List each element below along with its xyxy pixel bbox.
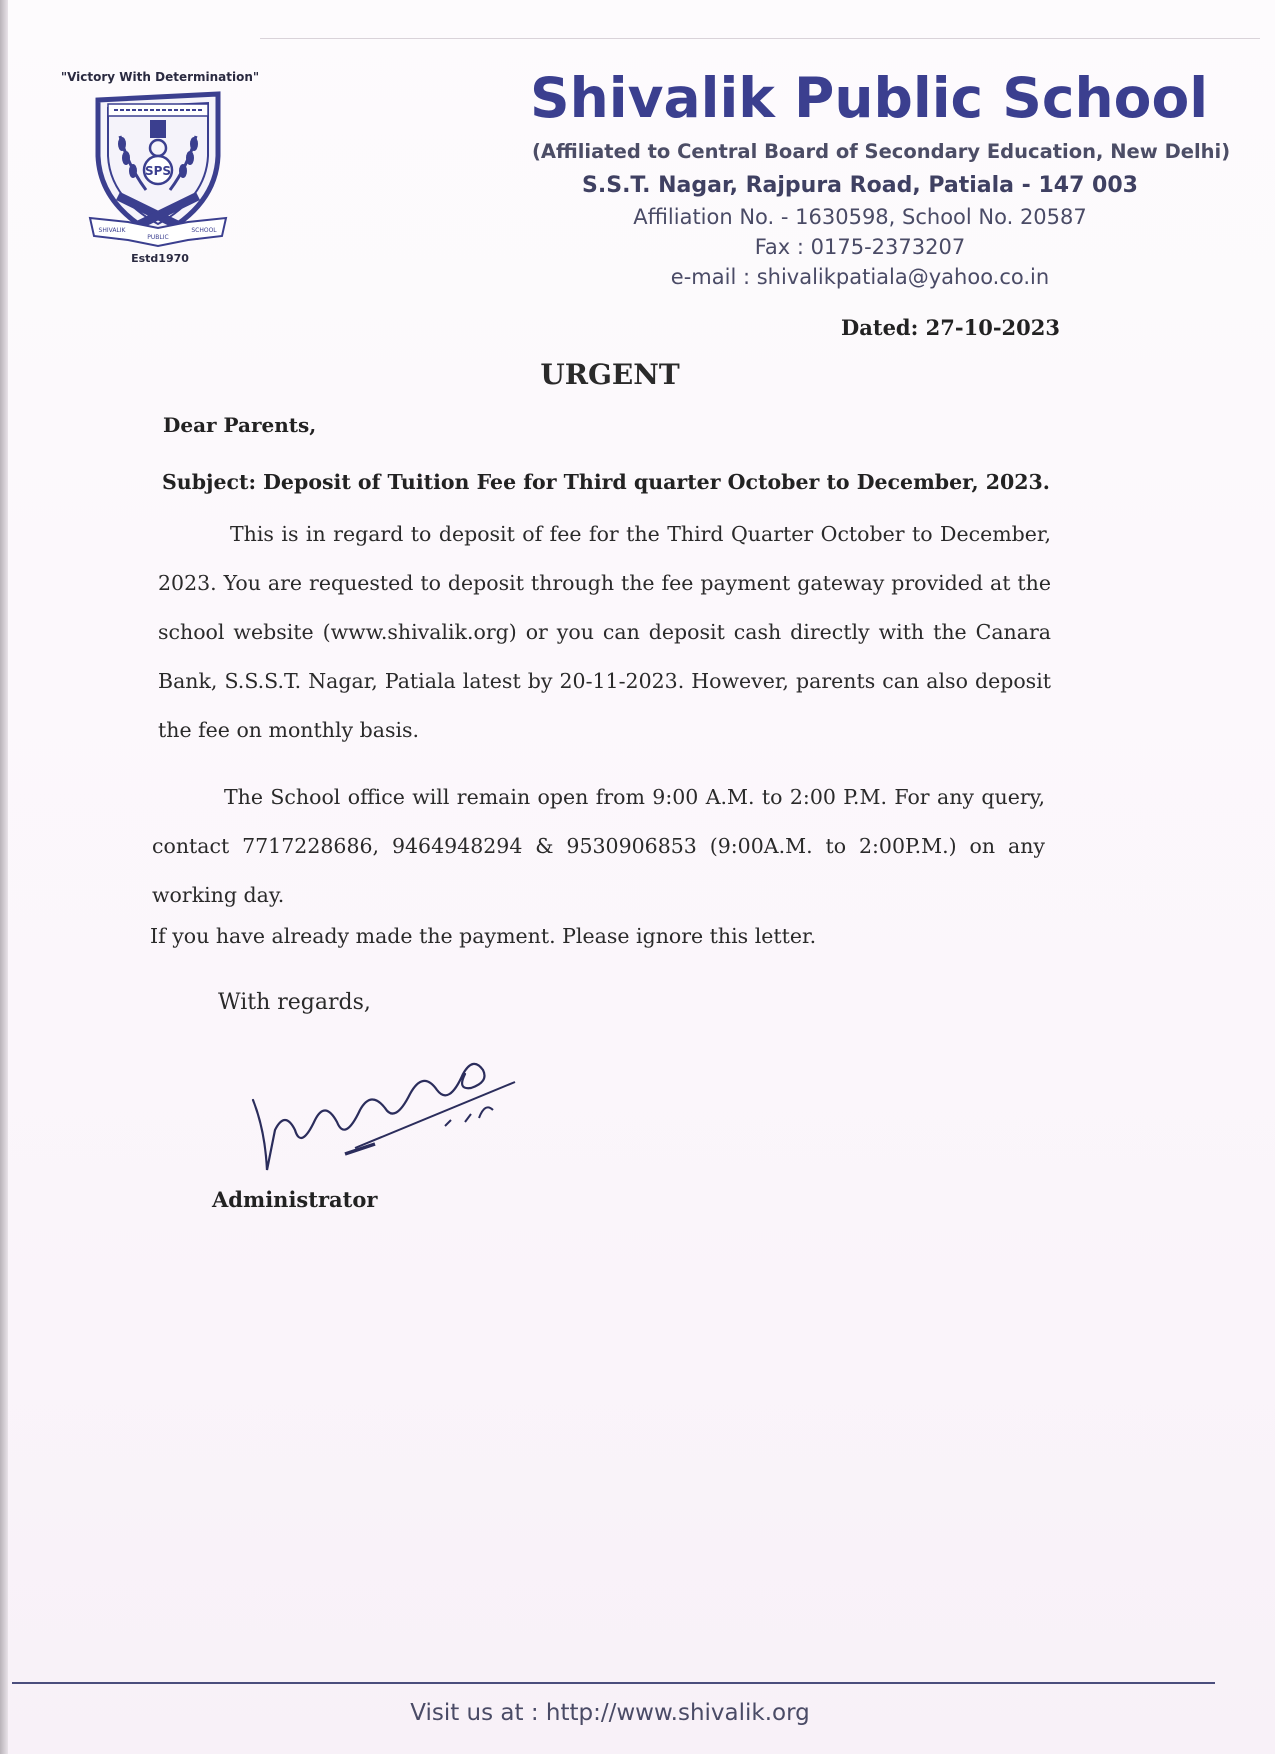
affiliation-number: Affiliation No. - 1630598, School No. 20587 [633,205,1087,229]
crest-scroll-left: SHIVALIK [98,227,126,234]
fax-number: Fax : 0175-2373207 [754,235,966,259]
school-address: S.S.T. Nagar, Rajpura Road, Patiala - 147 003 [582,173,1138,198]
school-motto: "Victory With Determination" [60,70,260,84]
body-paragraph-1: This is in regard to deposit of fee for the Third Quarter October to December, 2023. You are requested to deposit through the fee payment gateway provided at the school website (www.shivalik.org) or you can deposit cash directly with the Canara Bank, S.S.S.T. Nagar, Patiala latest by 20-11-2023. However, parents can also deposit the fee on monthly basis. [158,522,1051,742]
scan-artifact-line [260,38,1260,39]
letter-subject: Subject: Deposit of Tuition Fee for Third quarter October to December, 2023. [162,470,1050,494]
footer-website: Visit us at : http://www.shivalik.org [410,1700,810,1726]
closing: With regards, [218,990,371,1015]
school-email: e-mail : shivalikpatiala@yahoo.co.in [670,265,1050,289]
scan-edge [0,0,8,1754]
footer-divider [12,1682,1215,1684]
body-paragraph-2: The School office will remain open from 9:00 A.M. to 2:00 P.M. For any query, contact 7717228686, 9464948294 & 9530906853 (9:00A.M. to 2:00P.M.) on any working day. [152,785,1045,907]
crest-scroll-right: SCHOOL [191,227,217,234]
signature [245,1030,535,1190]
crest-scroll-center: PUBLIC [147,234,169,241]
school-crest-icon [88,86,228,252]
crest-initials: SPS [144,164,172,178]
established-year: Estd1970 [131,252,189,265]
letter-heading: URGENT [540,358,680,391]
signatory-designation: Administrator [212,1187,378,1212]
letter-date: Dated: 27-10-2023 [841,315,1060,340]
affiliation-board: (Affiliated to Central Board of Secondary Education, New Delhi) [532,140,1231,163]
salutation: Dear Parents, [163,413,317,437]
body-paragraph-3: If you have already made the payment. Please ignore this letter. [150,924,817,948]
school-name: Shivalik Public School [530,66,1209,130]
